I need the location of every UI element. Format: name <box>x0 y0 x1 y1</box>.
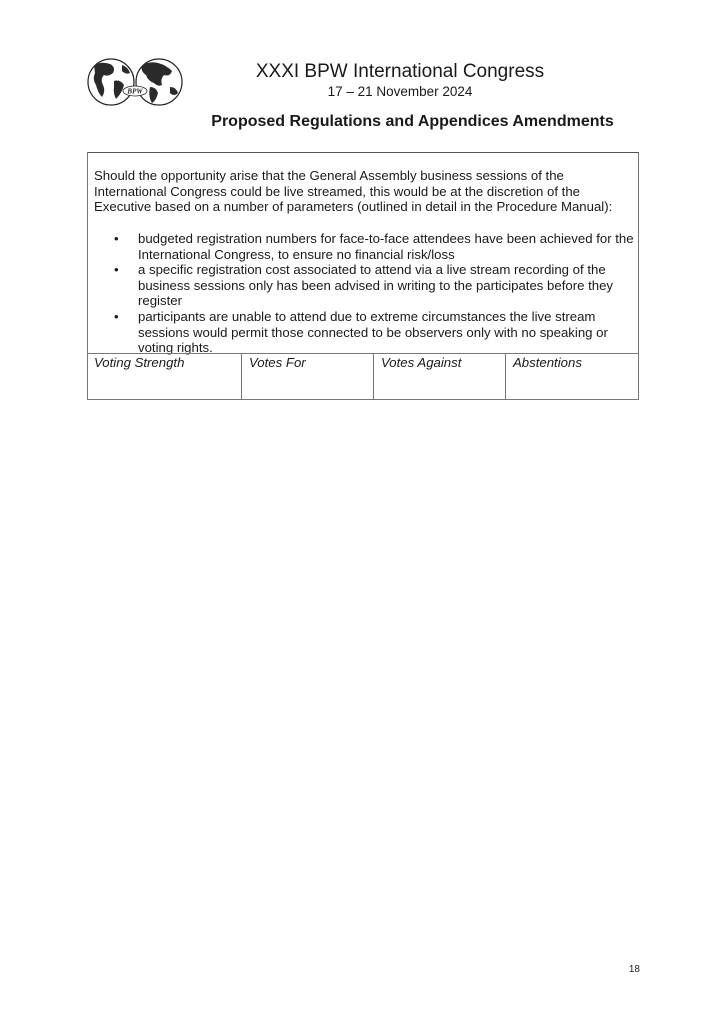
list-item <box>110 309 635 356</box>
abstentions-cell: Abstentions <box>513 355 582 370</box>
intro-paragraph: Should the opportunity arise that the General Assembly business sessions of the International Congress could be live streamed, this would be at the discretion of the Executive based on a number of parameters (outlined in detail in the Procedure Manual): <box>94 168 613 215</box>
document-title: Proposed Regulations and Appendices Amendments <box>211 113 614 130</box>
bpw-logo <box>86 57 184 107</box>
list-item-text: participants are unable to attend due to extreme circumstances the live stream sessions would permit those connected to be observers only with no speaking or voting rights. <box>138 308 608 356</box>
list-item-text: a specific registration cost associated to attend via a live stream recording of the business sessions only has been advised in writing to the participates before they register <box>138 262 614 309</box>
votes-for-cell: Votes For <box>242 354 374 400</box>
list-item <box>110 262 635 309</box>
page-number: 18 <box>628 964 640 975</box>
congress-dates: 17 – 21 November 2024 <box>327 84 473 99</box>
parameter-list <box>110 231 635 356</box>
congress-title: XXXI BPW International Congress <box>255 61 545 82</box>
votes-against-cell: Votes Against <box>374 354 506 400</box>
bullet-symbol: • <box>114 262 119 278</box>
bullet-symbol: • <box>114 308 119 324</box>
list-item-text: budgeted registration numbers for face-to-face attendees have been achieved for the International Congress, to ensure no financial risk/loss <box>138 231 634 262</box>
bullet-symbol: • <box>114 231 119 246</box>
voting-strength-cell: Voting Strength <box>87 354 242 400</box>
list-item <box>110 231 635 262</box>
svg-text:BPW: BPW <box>127 87 143 96</box>
voting-table-row <box>87 353 639 400</box>
